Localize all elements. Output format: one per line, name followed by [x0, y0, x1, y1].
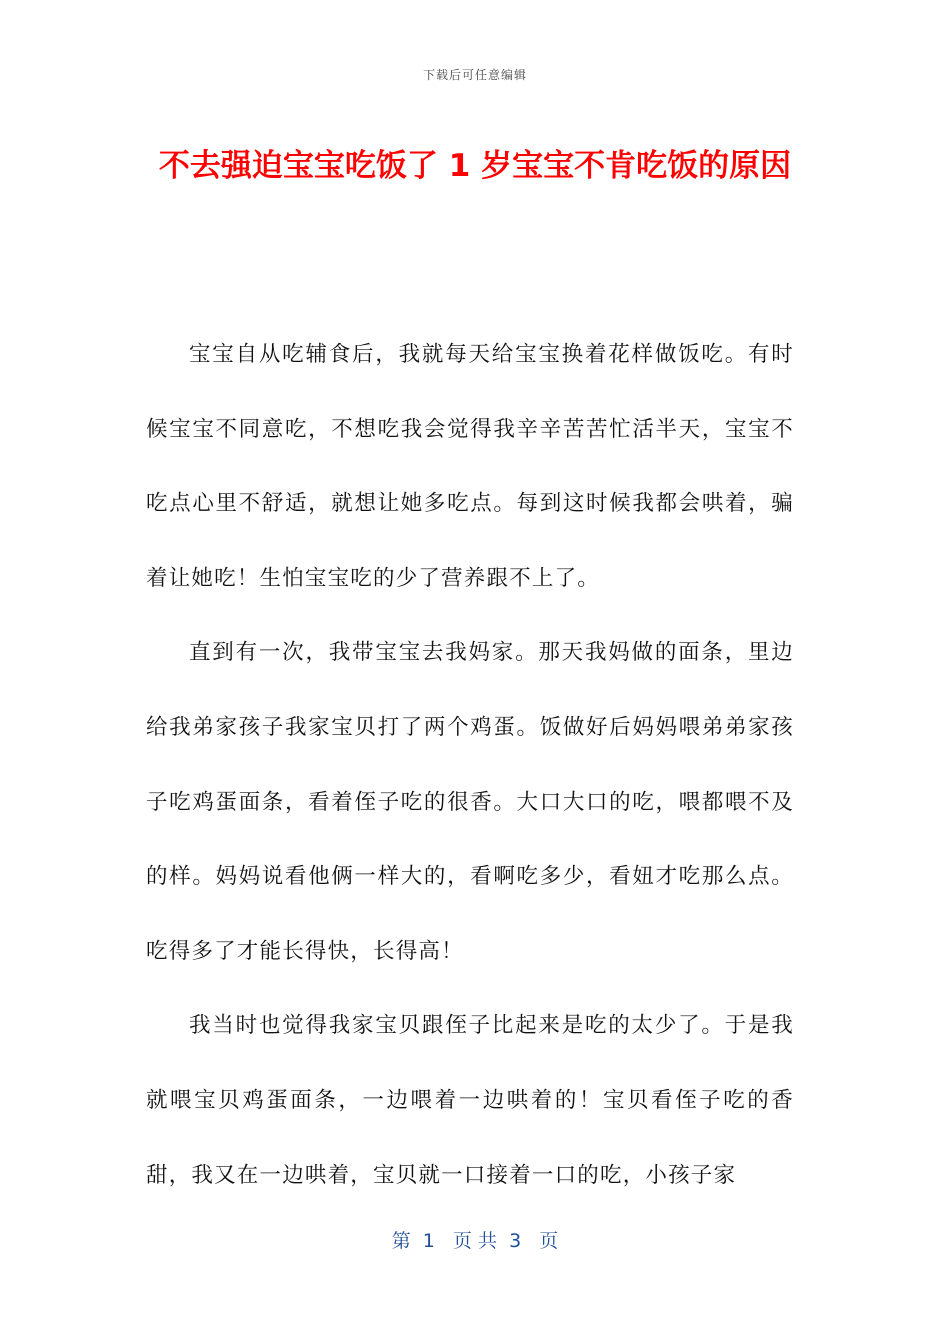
- paragraph: 宝宝自从吃辅食后，我就每天给宝宝换着花样做饭吃。有时候宝宝不同意吃，不想吃我会觉得我辛辛苦苦忙活半天，宝宝不吃点心里不舒适，就想让她多吃点。每到这时候我都会哄着，骗着让她吃！生怕宝宝吃的少了营养跟不上了。: [146, 342, 794, 591]
- page-number-footer: 第 1 页 共 3 页: [391, 1230, 559, 1252]
- paragraph: 直到有一次，我带宝宝去我妈家。那天我妈做的面条，里边给我弟家孩子我家宝贝打了两个鸡蛋。饭做好后妈妈喂弟弟家孩子吃鸡蛋面条，看着侄子吃的很香。大口大口的吃，喂都喂不及的样。妈妈说看他俩一样大的，看啊吃多少，看妞才吃那么点。吃得多了才能长得快，长得高！: [146, 640, 794, 964]
- header-note: 下载后可任意编辑: [422, 68, 527, 82]
- article-body: [146, 318, 794, 1213]
- article-title: 不去强迫宝宝吃饭了 1 岁宝宝不肯吃饭的原因: [158, 148, 792, 184]
- paragraph: 我当时也觉得我家宝贝跟侄子比起来是吃的太少了。于是我就喂宝贝鸡蛋面条，一边喂着一边哄着的！宝贝看侄子吃的香甜，我又在一边哄着，宝贝就一口接着一口的吃，小孩子家: [146, 1013, 794, 1188]
